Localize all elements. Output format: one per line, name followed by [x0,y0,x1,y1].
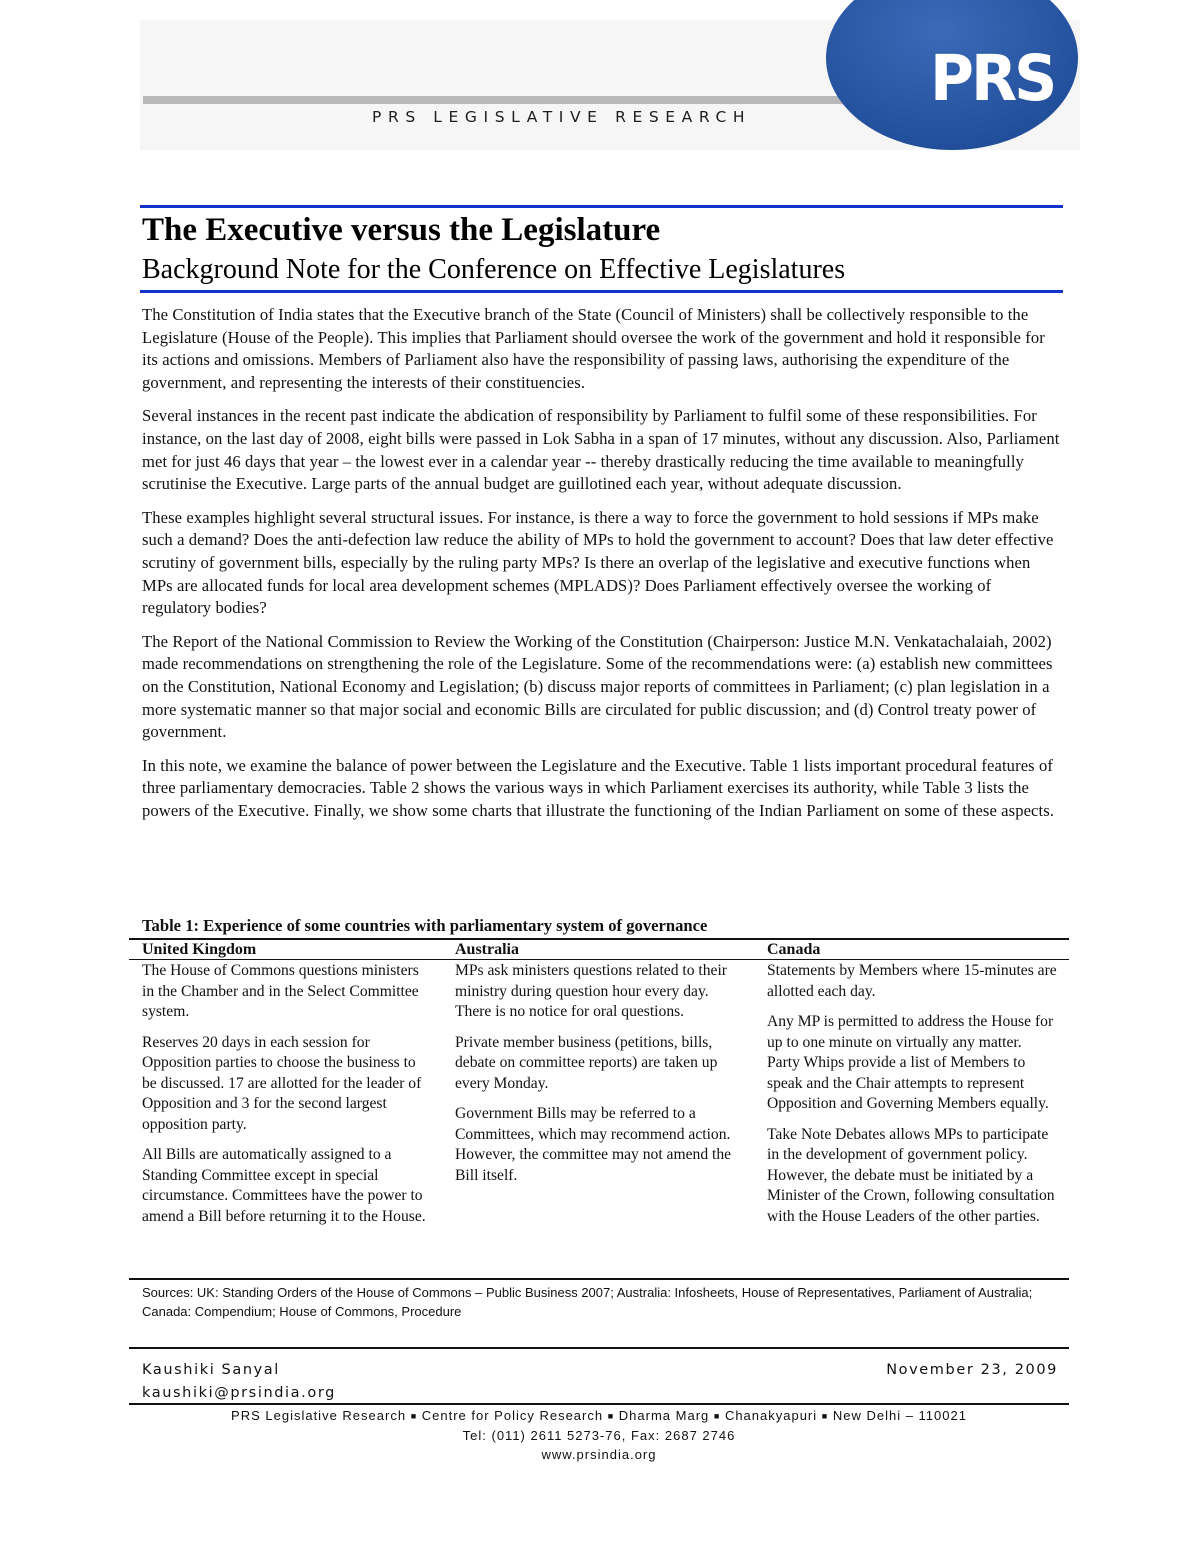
author-name: Kaushiki Sanyal [142,1362,280,1378]
author-email[interactable]: kaushiki@prsindia.org [142,1385,336,1401]
table-cell: The House of Commons questions ministers in the Chamber and in the Select Committee system. [142,962,419,1020]
table-cell: Reserves 20 days in each session for Opposition parties to choose the business to be discussed. 17 are allotted for the leader of Opposition and 3 for the second largest opposition party. [142,1033,422,1133]
table-cell: Government Bills may be referred to a Committees, which may recommend action. However, the committee may not amend the Bill itself. [455,1105,732,1184]
document-date: November 23, 2009 [886,1362,1058,1378]
table-cell: Private member business (petitions, bills, debate on committee reports) are taken up every Monday. [455,1033,718,1092]
bullet-separator-icon: ■ [410,1411,418,1421]
footer-address-part: Centre for Policy Research [421,1408,604,1423]
bullet-separator-icon: ■ [821,1411,829,1421]
body-text [142,304,1062,833]
table-column-australia [455,961,745,1196]
table-cell: Any MP is permitted to address the House for up to one minute on virtually any matter. Party Whips provide a list of Members to speak and the Chair attempts to represent Opposition and Governing Members equally. [767,1013,1054,1112]
column-header-uk: United Kingdom [142,941,257,958]
document-title: The Executive versus the Legislature [142,212,661,248]
table-header-rule [129,959,1069,960]
footer-address-part: New Delhi – 110021 [832,1408,967,1423]
footer-address-part: Chanakyapuri [724,1408,818,1423]
footer-rule [129,1403,1069,1405]
table-bottom-rule [129,1278,1069,1280]
footer-address-line [129,1406,1069,1426]
paragraph: These examples highlight several structural issues. For instance, is there a way to force the government to hold sessions if MPs make such a demand? Does the anti-defection law reduce the ability of MPs to hold the government to account? Does that law deter effective scrutiny of government bills, especially by the ruling party MPs? Is there an overlap of the legislative and executive functions when MPs are allocated funds for local area development schemes (MPLADS)? Does Parliament effectively oversee the working of regulatory bodies? [142,507,1054,618]
title-top-rule [140,205,1063,208]
footer-org: PRS Legislative Research [231,1408,407,1423]
table-sources: Sources: UK: Standing Orders of the House of Commons – Public Business 2007; Australia: Infosheets, House of Representatives, Parliament of Australia; Canada: Compendium; House of Commons, Procedure [142,1285,1033,1319]
table-caption: Table 1: Experience of some countries with parliamentary system of governance [142,916,708,935]
paragraph: In this note, we examine the balance of power between the Legislature and the Executive. Table 1 lists important procedural features of three parliamentary democracies. Table 2 shows the various ways in which Parliament exercises its authority, while Table 3 lists the powers of the Executive. Finally, we show some charts that illustrate the functioning of the Indian Parliament on some of these aspects. [142,755,1055,820]
table-cell: All Bills are automatically assigned to a Standing Committee except in special circumstance. Committees have the power to amend a Bill before returning it to the House. [142,1146,426,1225]
footer [129,1406,1069,1464]
paragraph: Several instances in the recent past indicate the abdication of responsibility by Parliament to fulfil some of these responsibilities. For instance, on the last day of 2008, eight bills were passed in Lok Sabha in a span of 17 minutes, without any discussion. Also, Parliament met for just 46 days that year – the lowest ever in a calendar year -- thereby drastically reducing the time available to meaningfully scrutinise the Executive. Large parts of the annual budget are guillotined each year, without adequate discussion. [142,406,1060,494]
table-cell: Take Note Debates allows MPs to participate in the development of government policy. However, the debate must be initiated by a Minister of the Crown, following consultation with the House Leaders of the other parties. [767,1125,1055,1225]
document-subtitle: Background Note for the Conference on Effective Legislatures [142,254,846,285]
bullet-separator-icon: ■ [607,1411,615,1421]
prs-logo: PRS [930,42,1055,116]
brand-name: PRS LEGISLATIVE RESEARCH [372,108,752,126]
table-column-uk [142,961,432,1237]
bullet-separator-icon: ■ [713,1411,721,1421]
paragraph: The Constitution of India states that the Executive branch of the State (Council of Ministers) shall be collectively responsible to the Legislature (House of the People). This implies that Parliament should oversee the work of the government and hold it responsible for its actions and omissions. Members of Parliament also have the responsibility of passing laws, authorising the expenditure of the government, and representing the interests of their constituencies. [142,305,1045,392]
table-column-canada [767,961,1057,1237]
column-header-australia: Australia [455,941,519,958]
title-bottom-rule [140,290,1063,293]
letterhead [0,0,1200,160]
footer-website[interactable]: www.prsindia.org [541,1447,657,1462]
footer-address-part: Dharma Marg [618,1408,710,1423]
gray-bar [143,96,933,104]
table-cell: MPs ask ministers questions related to their ministry during question hour every day. There is no notice for oral questions. [455,962,727,1020]
paragraph: The Report of the National Commission to Review the Working of the Constitution (Chairperson: Justice M.N. Venkatachalaiah, 2002) made recommendations on strengthening the role of the Legislature. Some of the recommendations were: (a) establish new committees on the Constitution, National Economy and Legislation; (b) discuss major reports of committees in Parliament; (c) plan legislation in a more systematic manner so that major social and economic Bills are circulated for public discussion; and (d) Control treaty power of government. [142,631,1053,742]
table-cell: Statements by Members where 15-minutes are allotted each day. [767,962,1057,1000]
column-header-canada: Canada [767,941,821,958]
footer-phone: Tel: (011) 2611 5273-76, Fax: 2687 2746 [462,1428,736,1443]
table-top-rule [129,938,1069,940]
author-top-rule [129,1347,1069,1349]
